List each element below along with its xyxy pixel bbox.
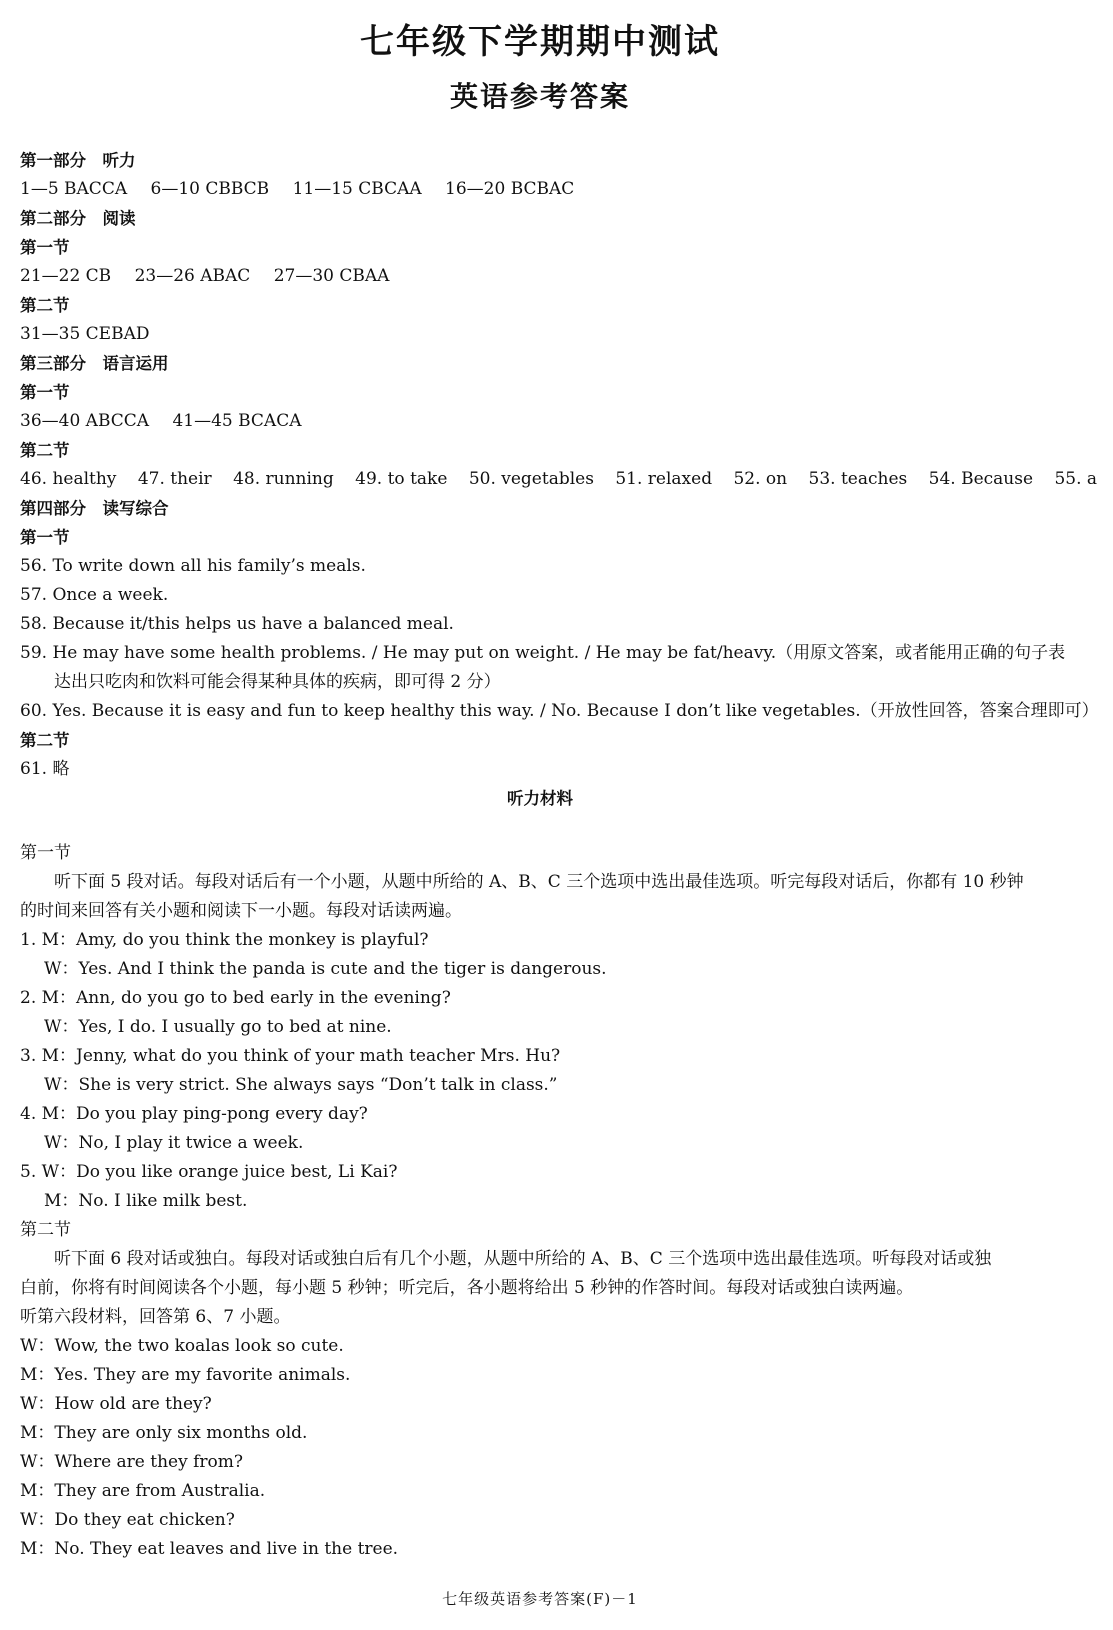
dialogue-line: M：They are only six months old. [20,1423,308,1443]
answer-61: 61. 略 [20,759,70,779]
dialogue-line: 2. M：Ann, do you go to bed early in the evening? [20,988,451,1008]
answer-group: 16—20 BCBAC [445,179,575,199]
part3-sec1-answers [20,407,1060,436]
part3-sec2-answers [20,465,1098,494]
answer-60: 60. Yes. Because it is easy and fun to keep healthy this way. / No. Because I don’t like vegetables.（开放性回答，答案合理即可） [20,701,1099,721]
dialogue-line: M：They are from Australia. [20,1481,266,1501]
part2-heading: 第二部分 阅读 [20,209,136,228]
answer-item: 49. to take [355,469,448,489]
listening-sec2-material-note: 听第六段材料，回答第 6、7 小题。 [20,1307,291,1327]
answer-56: 56. To write down all his family’s meals. [20,556,366,576]
listening-sec1-instructions: 听下面 5 段对话。每段对话后有一个小题，从题中所给的 A、B、C 三个选项中选出最佳选项。听完每段对话后，你都有 10 秒钟 [54,872,1024,892]
answer-59-cont: 达出只吃肉和饮料可能会得某种具体的疾病，即可得 2 分） [54,672,501,692]
answer-item: 47. their [137,469,212,489]
part2-sec2-answers [20,320,1060,349]
listening-sec2-instructions: 听下面 6 段对话或独白。每段对话或独白后有几个小题，从题中所给的 A、B、C 三个选项中选出最佳选项。听每段对话或独 [54,1249,992,1269]
dialogue-line: M：Yes. They are my favorite animals. [20,1365,351,1385]
spacer [20,813,1060,839]
answer-58: 58. Because it/this helps us have a balanced meal. [20,614,454,634]
dialogue-line: W：Do they eat chicken? [20,1510,235,1530]
listening-sec1-heading: 第一节 [20,843,71,863]
page-footer: 七年级英语参考答案(F)－1 [442,1590,638,1608]
dialogue-line: W：Yes. And I think the panda is cute and the tiger is dangerous. [44,959,607,979]
part1-heading: 第一部分 听力 [20,151,136,170]
answer-item: 55. a [1054,469,1098,489]
part4-sec2-heading: 第二节 [20,731,70,750]
dialogue-line: 4. M：Do you play ping-pong every day? [20,1104,368,1124]
dialogue-line: W：No, I play it twice a week. [44,1133,304,1153]
answer-item: 53. teaches [808,469,908,489]
page-title: 七年级下学期期中测试 [360,22,720,62]
dialogue-line: W：How old are they? [20,1394,212,1414]
listening-heading: 听力材料 [507,789,573,808]
answer-group: 41—45 BCACA [172,411,302,431]
answer-group: 23—26 ABAC [134,266,251,286]
dialogue-line: 1. M：Amy, do you think the monkey is playful? [20,930,429,950]
answer-item: 46. healthy [20,469,117,489]
answer-group: 27—30 CBAA [273,266,390,286]
dialogue-line: M：No. I like milk best. [44,1191,248,1211]
answer-group: 11—15 CBCAA [292,179,422,199]
answer-group: 6—10 CBBCB [150,179,270,199]
dialogue-line: W：Yes, I do. I usually go to bed at nine. [44,1017,392,1037]
answer-group: 31—35 CEBAD [20,324,150,344]
dialogue-line: 5. W：Do you like orange juice best, Li Kai? [20,1162,398,1182]
answer-item: 51. relaxed [615,469,713,489]
listening-sec2-heading: 第二节 [20,1220,71,1240]
part2-sec2-heading: 第二节 [20,296,70,315]
dialogue-line: W：Where are they from? [20,1452,244,1472]
answer-group: 36—40 ABCCA [20,411,150,431]
dialogue-line: 3. M：Jenny, what do you think of your math teacher Mrs. Hu? [20,1046,561,1066]
dialogue-line: M：No. They eat leaves and live in the tree. [20,1539,399,1559]
listening-sec2-instructions-cont: 白前，你将有时间阅读各个小题，每小题 5 秒钟；听完后，各小题将给出 5 秒钟的作答时间。每段对话或独白读两遍。 [20,1278,914,1298]
part3-sec1-heading: 第一节 [20,383,70,402]
part4-heading: 第四部分 读写综合 [20,499,169,518]
answer-group: 21—22 CB [20,266,112,286]
answer-group: 1—5 BACCA [20,179,128,199]
dialogue-line: W：She is very strict. She always says “Don’t talk in class.” [44,1075,558,1095]
answer-body [20,146,1099,1564]
answer-57: 57. Once a week. [20,585,169,605]
part1-answers [20,175,1060,204]
part3-heading: 第三部分 语言运用 [20,354,169,373]
answer-59: 59. He may have some health problems. / He may put on weight. / He may be fat/heavy.（用原文答案，或者能用正确的句子表 [20,643,1066,663]
dialogue-line: W：Wow, the two koalas look so cute. [20,1336,344,1356]
listening-sec1-instructions-cont: 的时间来回答有关小题和阅读下一小题。每段对话读两遍。 [20,901,462,921]
part2-sec1-heading: 第一节 [20,238,70,257]
answer-item: 48. running [233,469,334,489]
part4-sec1-heading: 第一节 [20,528,70,547]
part2-sec1-answers [20,262,1060,291]
page-subtitle: 英语参考答案 [449,80,630,113]
part3-sec2-heading: 第二节 [20,441,70,460]
answer-item: 52. on [733,469,788,489]
answer-item: 50. vegetables [468,469,594,489]
answer-item: 54. Because [928,469,1034,489]
